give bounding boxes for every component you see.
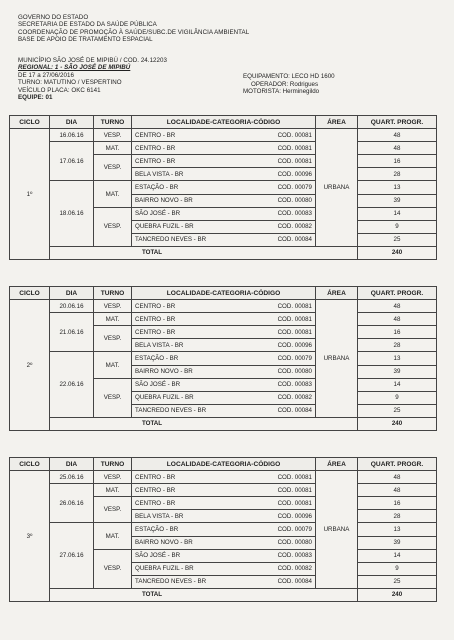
quantity-cell: 48	[358, 129, 437, 142]
equipe-line: EQUIPE: 01	[18, 93, 53, 101]
table-row	[10, 142, 437, 155]
quantity-cell: 28	[358, 168, 437, 181]
localidade-cell: BELA VISTA - BR	[132, 339, 242, 352]
turno-cell: VESP.	[94, 471, 132, 484]
dia-cell: 25.06.16	[50, 471, 94, 484]
quantity-cell: 39	[358, 194, 437, 207]
codigo-cell: COD. 00081	[242, 142, 316, 155]
codigo-cell: COD. 00082	[242, 391, 316, 404]
total-label: TOTAL	[50, 588, 358, 601]
localidade-cell: CENTRO - BR	[132, 129, 242, 142]
header-line-1: GOVERNO DO ESTADO	[18, 14, 89, 21]
motorista-line: MOTORISTA: Herminegildo	[243, 88, 320, 96]
quantity-cell: 25	[358, 575, 437, 588]
quantity-cell: 48	[358, 142, 437, 155]
turno-cell: VESP.	[94, 155, 132, 181]
localidade-cell: TANCREDO NEVES - BR	[132, 404, 242, 417]
periodo-line: DE 17 a 27/06/2016	[18, 71, 74, 79]
codigo-cell: COD. 00079	[242, 181, 316, 194]
total-value: 240	[358, 588, 437, 601]
localidade-cell: SÃO JOSÉ - BR	[132, 549, 242, 562]
operador-line: OPERADOR: Rodrigues	[251, 80, 319, 88]
codigo-cell: COD. 00081	[242, 155, 316, 168]
localidade-cell: QUEBRA FUZIL - BR	[132, 220, 242, 233]
turno-cell: VESP.	[94, 129, 132, 142]
turno-cell: MAT.	[94, 142, 132, 155]
area-cell: URBANA	[316, 129, 358, 247]
turno-cell: MAT.	[94, 484, 132, 497]
column-header: CICLO	[10, 458, 50, 471]
dia-cell: 27.06.16	[50, 523, 94, 588]
dia-cell: 22.06.16	[50, 352, 94, 417]
localidade-cell: SÃO JOSÉ - BR	[132, 207, 242, 220]
total-label: TOTAL	[50, 417, 358, 430]
column-header: DIA	[50, 116, 94, 129]
quantity-cell: 28	[358, 510, 437, 523]
column-header: LOCALIDADE-CATEGORIA-CÓDIGO	[132, 458, 316, 471]
column-header: CICLO	[10, 116, 50, 129]
codigo-cell: COD. 00083	[242, 549, 316, 562]
localidade-cell: TANCREDO NEVES - BR	[132, 233, 242, 246]
turno-cell: MAT.	[94, 181, 132, 207]
quantity-cell: 13	[358, 523, 437, 536]
quantity-cell: 16	[358, 155, 437, 168]
localidade-cell: BELA VISTA - BR	[132, 168, 242, 181]
column-header: DIA	[50, 458, 94, 471]
quantity-cell: 16	[358, 497, 437, 510]
quantity-cell: 13	[358, 352, 437, 365]
total-value: 240	[358, 417, 437, 430]
info-block	[18, 57, 167, 101]
codigo-cell: COD. 00096	[242, 168, 316, 181]
header-line-4: BASE DE APOIO DE TRATAMENTO ESPACIAL	[18, 36, 153, 44]
quantity-cell: 28	[358, 339, 437, 352]
column-header: TURNO	[94, 116, 132, 129]
localidade-cell: CENTRO - BR	[132, 497, 242, 510]
localidade-cell: BAIRRO NOVO - BR	[132, 194, 242, 207]
quantity-cell: 48	[358, 313, 437, 326]
codigo-cell: COD. 00084	[242, 575, 316, 588]
quantity-cell: 9	[358, 391, 437, 404]
localidade-cell: QUEBRA FUZIL - BR	[132, 562, 242, 575]
table-row	[10, 484, 437, 497]
area-cell: URBANA	[316, 300, 358, 418]
column-header: QUART. PROGR.	[358, 458, 437, 471]
codigo-cell: COD. 00084	[242, 404, 316, 417]
codigo-cell: COD. 00096	[242, 339, 316, 352]
total-row	[10, 246, 437, 259]
localidade-cell: ESTAÇÃO - BR	[132, 181, 242, 194]
codigo-cell: COD. 00096	[242, 510, 316, 523]
ciclo-cell: 2º	[10, 300, 50, 431]
ciclo-cell: 1º	[10, 129, 50, 260]
localidade-cell: ESTAÇÃO - BR	[132, 523, 242, 536]
column-header: LOCALIDADE-CATEGORIA-CÓDIGO	[132, 287, 316, 300]
column-header: TURNO	[94, 287, 132, 300]
column-header: QUART. PROGR.	[358, 116, 437, 129]
turno-cell: MAT.	[94, 313, 132, 326]
column-header: DIA	[50, 287, 94, 300]
codigo-cell: COD. 00082	[242, 562, 316, 575]
dia-cell: 20.06.16	[50, 300, 94, 313]
table-row	[10, 181, 437, 194]
area-cell: URBANA	[316, 471, 358, 589]
turno-cell: VESP.	[94, 549, 132, 588]
turno-cell: VESP.	[94, 326, 132, 352]
localidade-cell: QUEBRA FUZIL - BR	[132, 391, 242, 404]
total-value: 240	[358, 246, 437, 259]
codigo-cell: COD. 00081	[242, 300, 316, 313]
codigo-cell: COD. 00080	[242, 365, 316, 378]
veiculo-line: VEÍCULO PLACA: OKC 6141	[18, 86, 101, 94]
codigo-cell: COD. 00082	[242, 220, 316, 233]
table-row	[10, 523, 437, 536]
codigo-cell: COD. 00079	[242, 352, 316, 365]
header-line-3: COORDENAÇÃO DE PROMOÇÃO À SAÚDE/SUBC.DE VIGILÂNCIA AMBIENTAL	[18, 28, 250, 36]
dia-cell: 16.06.16	[50, 129, 94, 142]
total-row	[10, 417, 437, 430]
codigo-cell: COD. 00081	[242, 313, 316, 326]
total-label: TOTAL	[50, 246, 358, 259]
table-row	[10, 129, 437, 142]
quantity-cell: 16	[358, 326, 437, 339]
table-row	[10, 300, 437, 313]
localidade-cell: CENTRO - BR	[132, 471, 242, 484]
codigo-cell: COD. 00081	[242, 497, 316, 510]
codigo-cell: COD. 00084	[242, 233, 316, 246]
localidade-cell: BAIRRO NOVO - BR	[132, 365, 242, 378]
turno-cell: VESP.	[94, 300, 132, 313]
total-row	[10, 588, 437, 601]
codigo-cell: COD. 00081	[242, 129, 316, 142]
header-block	[18, 14, 249, 44]
codigo-cell: COD. 00079	[242, 523, 316, 536]
column-header: LOCALIDADE-CATEGORIA-CÓDIGO	[132, 116, 316, 129]
column-header: CICLO	[10, 287, 50, 300]
municipio-line: MUNICÍPIO SÃO JOSÉ DE MIPIBÚ / COD. 24.12203	[18, 57, 168, 64]
turno-cell: VESP.	[94, 497, 132, 523]
column-header: QUART. PROGR.	[358, 287, 437, 300]
localidade-cell: CENTRO - BR	[132, 300, 242, 313]
quantity-cell: 25	[358, 233, 437, 246]
dia-cell: 18.06.16	[50, 181, 94, 246]
codigo-cell: COD. 00083	[242, 378, 316, 391]
quantity-cell: 14	[358, 549, 437, 562]
quantity-cell: 9	[358, 220, 437, 233]
dia-cell: 17.06.16	[50, 142, 94, 181]
localidade-cell: CENTRO - BR	[132, 155, 242, 168]
regional-line: REGIONAL: 1 - SÃO JOSÉ DE MIPIBÚ	[18, 64, 131, 72]
turno-line: TURNO: MATUTINO / VESPERTINO	[18, 79, 122, 87]
cycle-table	[9, 286, 437, 431]
table-row	[10, 313, 437, 326]
column-header: ÁREA	[316, 458, 358, 471]
header-line-2: SECRETARIA DE ESTADO DA SAÚDE PÚBLICA	[18, 21, 157, 29]
table-row	[10, 352, 437, 365]
column-header: TURNO	[94, 458, 132, 471]
codigo-cell: COD. 00081	[242, 471, 316, 484]
codigo-cell: COD. 00080	[242, 536, 316, 549]
quantity-cell: 14	[358, 207, 437, 220]
localidade-cell: TANCREDO NEVES - BR	[132, 575, 242, 588]
localidade-cell: CENTRO - BR	[132, 142, 242, 155]
dia-cell: 21.06.16	[50, 313, 94, 352]
column-header: ÁREA	[316, 287, 358, 300]
quantity-cell: 48	[358, 300, 437, 313]
turno-cell: VESP.	[94, 378, 132, 417]
quantity-cell: 14	[358, 378, 437, 391]
localidade-cell: BAIRRO NOVO - BR	[132, 536, 242, 549]
localidade-cell: ESTAÇÃO - BR	[132, 352, 242, 365]
column-header: ÁREA	[316, 116, 358, 129]
quantity-cell: 39	[358, 536, 437, 549]
cycle-table	[9, 457, 437, 602]
codigo-cell: COD. 00081	[242, 326, 316, 339]
turno-cell: MAT.	[94, 352, 132, 378]
turno-cell: VESP.	[94, 207, 132, 246]
localidade-cell: CENTRO - BR	[132, 484, 242, 497]
localidade-cell: SÃO JOSÉ - BR	[132, 378, 242, 391]
localidade-cell: CENTRO - BR	[132, 326, 242, 339]
quantity-cell: 13	[358, 181, 437, 194]
ciclo-cell: 3º	[10, 471, 50, 602]
quantity-cell: 48	[358, 484, 437, 497]
codigo-cell: COD. 00083	[242, 207, 316, 220]
quantity-cell: 25	[358, 404, 437, 417]
codigo-cell: COD. 00081	[242, 484, 316, 497]
equipamento-line: EQUIPAMENTO: LECO HD 1600	[243, 73, 335, 80]
turno-cell: MAT.	[94, 523, 132, 549]
dia-cell: 26.06.16	[50, 484, 94, 523]
quantity-cell: 48	[358, 471, 437, 484]
codigo-cell: COD. 00080	[242, 194, 316, 207]
table-row	[10, 471, 437, 484]
localidade-cell: CENTRO - BR	[132, 313, 242, 326]
quantity-cell: 39	[358, 365, 437, 378]
equipment-block	[243, 73, 335, 96]
quantity-cell: 9	[358, 562, 437, 575]
cycle-table	[9, 115, 437, 260]
localidade-cell: BELA VISTA - BR	[132, 510, 242, 523]
